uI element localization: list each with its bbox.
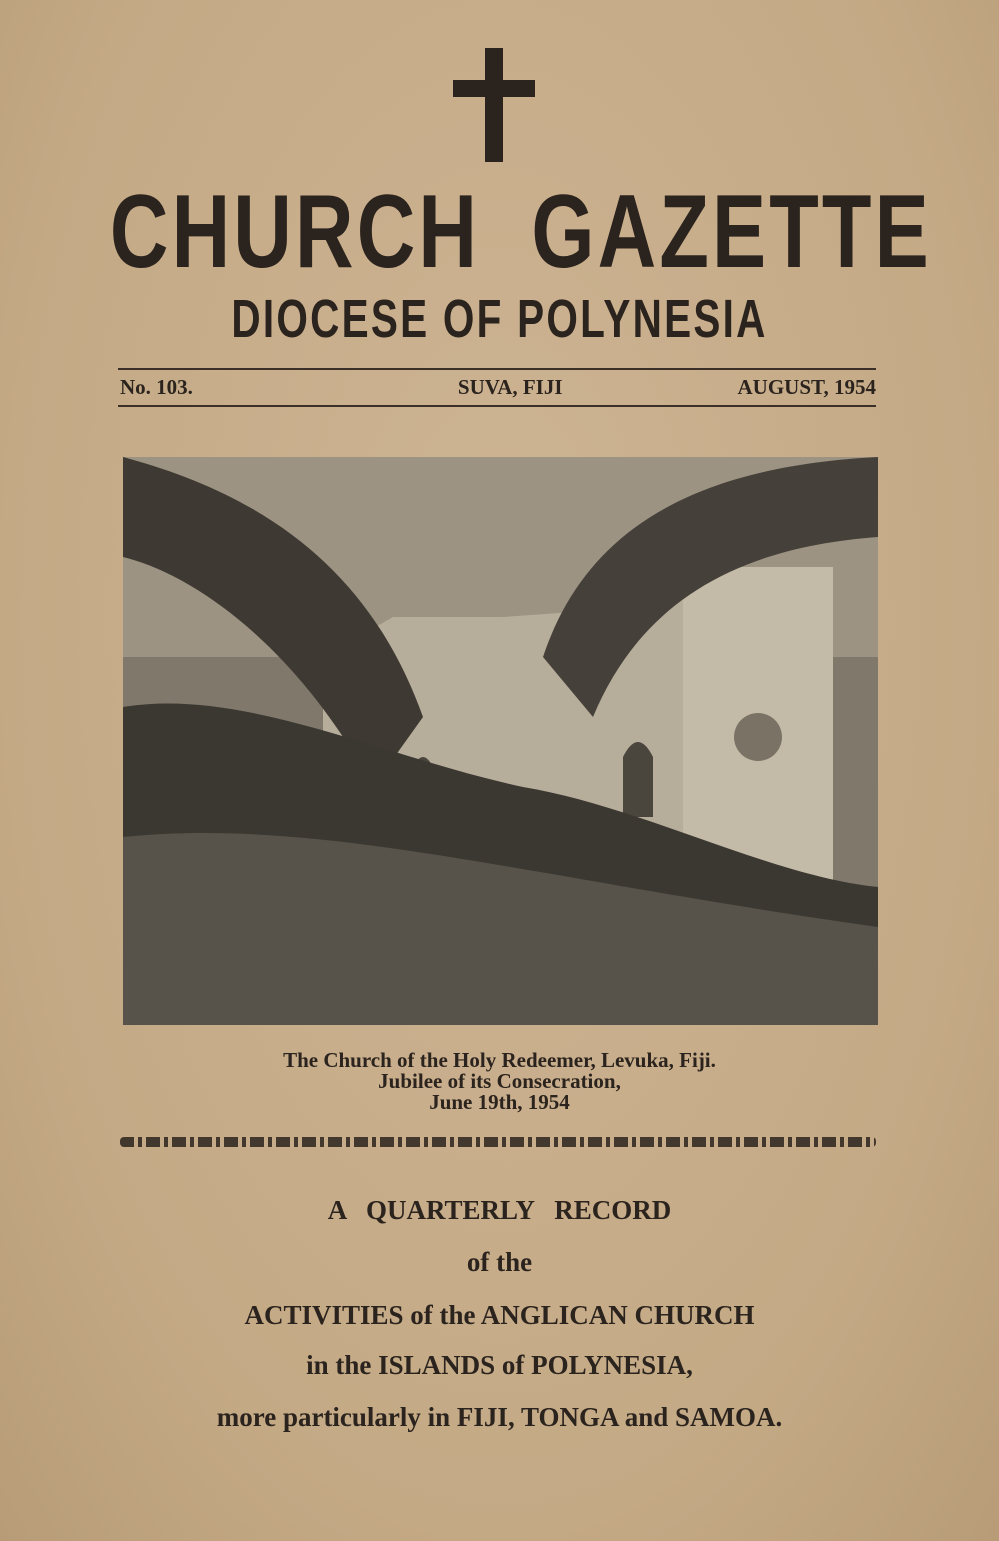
- issue-date: AUGUST, 1954: [737, 375, 876, 399]
- cross-icon-bar: [453, 80, 535, 97]
- caption-line: Jubilee of its Consecration,: [378, 1069, 621, 1093]
- issue-info-row: [120, 375, 876, 400]
- record-line: A QUARTERLY RECORD: [327, 1195, 672, 1225]
- church-photo: [123, 457, 878, 1025]
- record-line: ACTIVITIES of the ANGLICAN CHURCH: [244, 1300, 755, 1330]
- caption-line: June 19th, 1954: [429, 1090, 570, 1114]
- record-line: in the ISLANDS of POLYNESIA,: [306, 1350, 693, 1380]
- masthead-subtitle: DIOCESE OF POLYNESIA: [231, 289, 768, 349]
- divider-top: [118, 368, 876, 370]
- cross-icon: [485, 48, 503, 162]
- photo-caption: [0, 1050, 999, 1113]
- caption-line: The Church of the Holy Redeemer, Levuka, Fiji.: [283, 1048, 716, 1072]
- record-line: more particularly in FIJI, TONGA and SAMOA.: [216, 1402, 783, 1432]
- divider-bottom: [118, 405, 876, 407]
- issue-place: SUVA, FIJI: [457, 375, 563, 399]
- issue-number: No. 103.: [120, 375, 193, 399]
- record-line: of the: [466, 1247, 533, 1277]
- ornamental-divider: [120, 1137, 876, 1147]
- masthead-title: CHURCH GAZETTE: [109, 174, 932, 290]
